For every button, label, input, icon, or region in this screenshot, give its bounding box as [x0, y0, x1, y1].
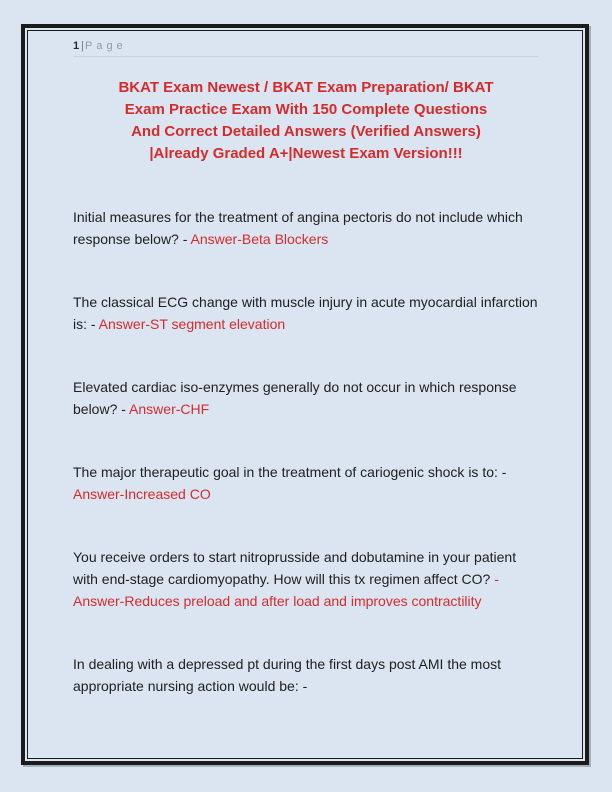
qa-paragraph: [73, 546, 539, 612]
answer-text: Answer-CHF: [129, 401, 210, 417]
qa-paragraph: [73, 653, 539, 697]
question-text: Initial measures for the treatment of angina pectoris do not include which response below? -: [73, 209, 523, 247]
answer-text: Answer-Increased CO: [73, 486, 211, 502]
qa-paragraph: [73, 376, 539, 420]
page-header: [73, 39, 539, 57]
question-text: You receive orders to start nitroprusside and dobutamine in your patient with end-stage cardiomyopathy. How will this tx regimen affect CO?: [73, 549, 517, 587]
document-title-line: BKAT Exam Newest / BKAT Exam Preparation/ BKAT: [118, 79, 494, 96]
document-title-line: |Already Graded A+|Newest Exam Version!!!: [149, 145, 463, 162]
page-border-inner-line: [27, 30, 583, 759]
document-title-line: And Correct Detailed Answers (Verified Answers): [131, 123, 481, 140]
page-border-frame: [21, 24, 589, 765]
question-text: The classical ECG change with muscle injury in acute myocardial infarction is: -: [73, 294, 538, 332]
document-title: [73, 77, 539, 165]
document-title-line: Exam Practice Exam With 150 Complete Questions: [124, 101, 488, 118]
question-text: In dealing with a depressed pt during the first days post AMI the most appropriate nursing action would be: -: [73, 656, 502, 694]
answer-text: Answer-Beta Blockers: [190, 231, 329, 247]
answer-text: - Answer-Reduces preload and after load and improves contractility: [73, 571, 499, 609]
header-separator: |: [81, 40, 84, 52]
page-content: [28, 31, 582, 697]
page-label: Page: [84, 40, 127, 52]
qa-list: [73, 206, 539, 697]
question-text: The major therapeutic goal in the treatment of cariogenic shock is to: -: [73, 464, 507, 480]
answer-text: Answer-ST segment elevation: [98, 316, 286, 332]
qa-paragraph: [73, 206, 539, 250]
question-text: Elevated cardiac iso-enzymes generally do not occur in which response below? -: [73, 379, 517, 417]
qa-paragraph: [73, 461, 539, 505]
qa-paragraph: [73, 291, 539, 335]
page-number: 1: [73, 40, 80, 52]
